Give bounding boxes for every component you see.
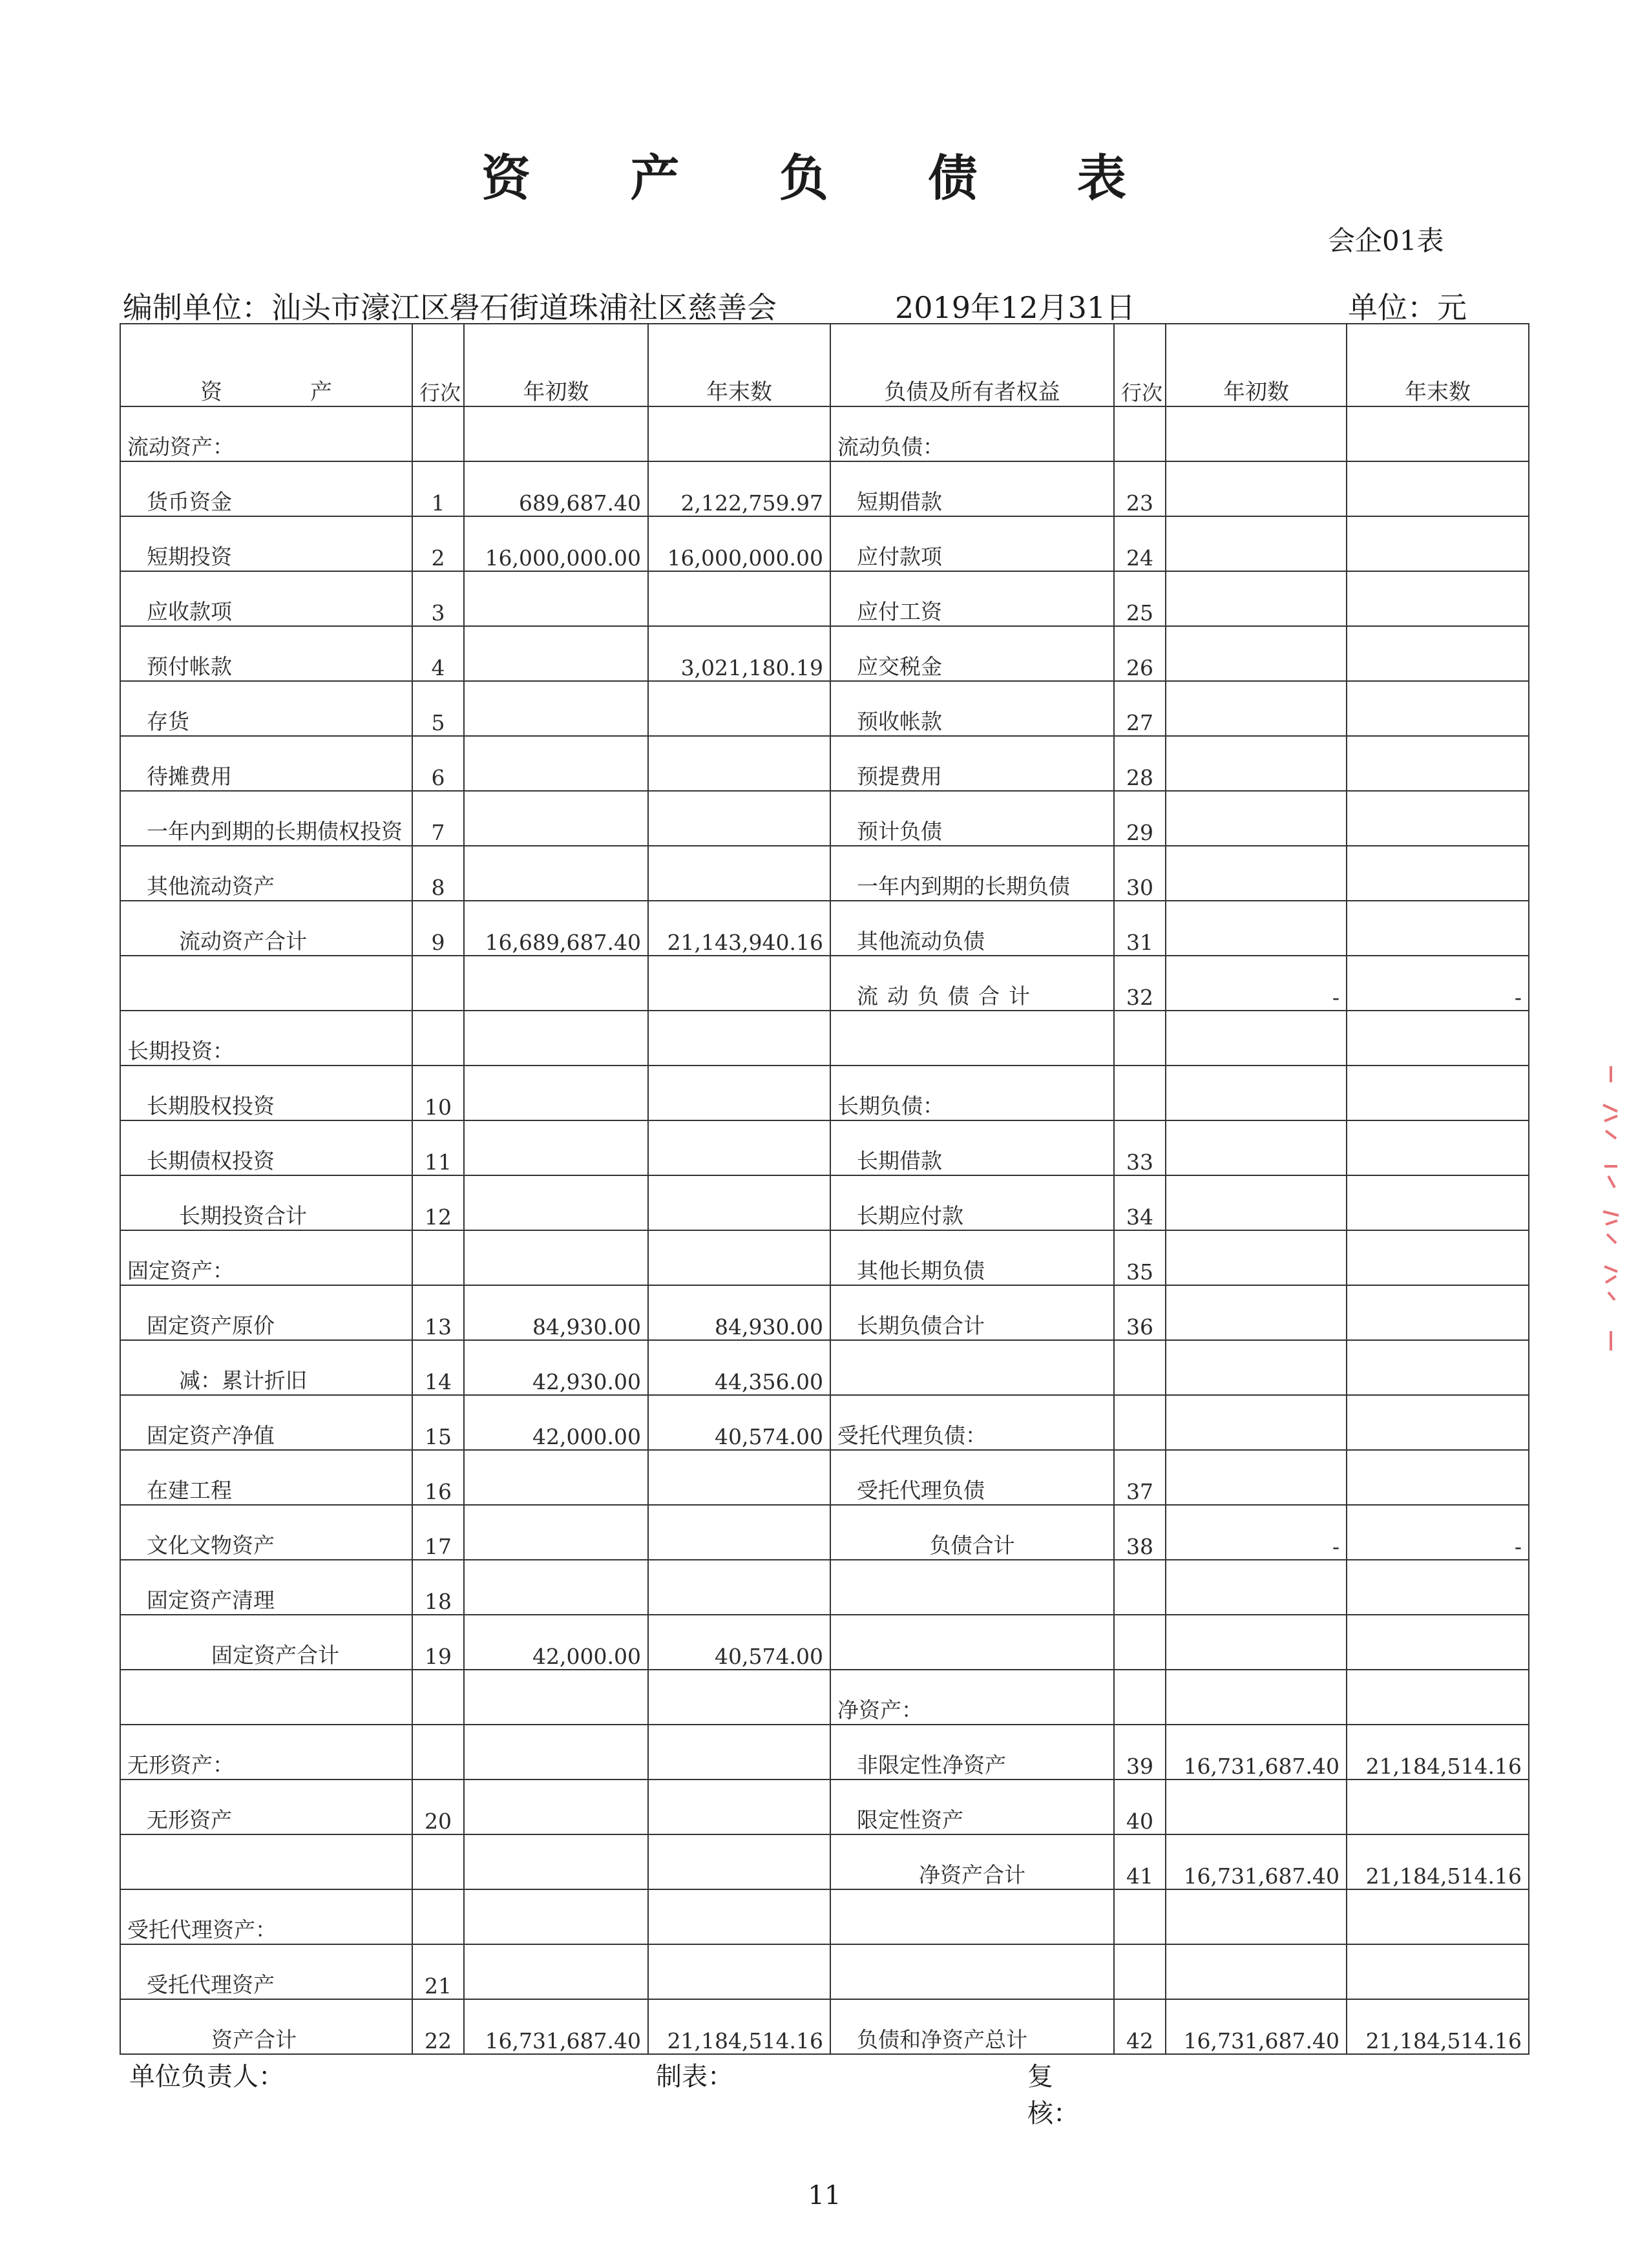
liability-row-no-cell: 33 — [1114, 1120, 1166, 1175]
asset-begin-value-cell: 42,930.00 — [464, 1340, 648, 1395]
asset-end-value-cell: 84,930.00 — [648, 1285, 830, 1340]
liability-name-cell: 长期应付款 — [830, 1175, 1114, 1230]
liability-end-value-cell — [1347, 1450, 1529, 1505]
asset-name-cell: 长期投资： — [120, 1011, 412, 1066]
liability-name-cell: 预收帐款 — [830, 681, 1114, 736]
liability-begin-value-cell: 16,731,687.40 — [1166, 1999, 1347, 2054]
col-header-end: 年末数 — [648, 324, 830, 406]
liability-begin-value-cell — [1166, 1340, 1347, 1395]
liability-row-no-cell: 34 — [1114, 1175, 1166, 1230]
asset-begin-value-cell — [464, 1505, 648, 1560]
asset-begin-value-cell — [464, 681, 648, 736]
asset-name-cell: 减：累计折旧 — [120, 1340, 412, 1395]
asset-name-cell: 流动资产合计 — [120, 901, 412, 956]
liability-begin-value-cell: - — [1166, 1505, 1347, 1560]
asset-name-cell: 无形资产： — [120, 1725, 412, 1780]
liability-end-value-cell — [1347, 1230, 1529, 1285]
form-number: 会企01表 — [1328, 225, 1444, 257]
document-title: 资 产 负 债 表 — [481, 149, 1168, 207]
asset-name-cell: 长期债权投资 — [120, 1120, 412, 1175]
asset-end-value-cell: 21,184,514.16 — [648, 1999, 830, 2054]
table-row — [120, 1285, 1529, 1340]
asset-begin-value-cell — [464, 1944, 648, 1999]
table-row — [120, 736, 1529, 791]
table-row — [120, 1230, 1529, 1285]
asset-name-cell — [120, 956, 412, 1011]
liability-name-cell — [830, 1889, 1114, 1944]
asset-end-value-cell — [648, 1505, 830, 1560]
asset-row-no-cell — [412, 1230, 464, 1285]
table-row — [120, 846, 1529, 901]
liability-begin-value-cell — [1166, 1944, 1347, 1999]
liability-row-no-cell: 36 — [1114, 1285, 1166, 1340]
asset-row-no-cell: 18 — [412, 1560, 464, 1615]
liability-end-value-cell — [1347, 1285, 1529, 1340]
liability-end-value-cell — [1347, 626, 1529, 681]
liability-end-value-cell: - — [1347, 956, 1529, 1011]
liability-end-value-cell — [1347, 516, 1529, 571]
liability-row-no-cell: 42 — [1114, 1999, 1166, 2054]
liability-name-cell: 短期借款 — [830, 461, 1114, 516]
liability-row-no-cell: 28 — [1114, 736, 1166, 791]
balance-sheet-table — [120, 323, 1529, 2055]
asset-end-value-cell — [648, 1944, 830, 1999]
table-row — [120, 956, 1529, 1011]
liability-end-value-cell — [1347, 736, 1529, 791]
table-row — [120, 1395, 1529, 1450]
liability-row-no-cell: 30 — [1114, 846, 1166, 901]
liability-row-no-cell — [1114, 1670, 1166, 1725]
liability-end-value-cell — [1347, 1560, 1529, 1615]
table-row — [120, 406, 1529, 461]
table-row — [120, 1944, 1529, 1999]
liability-end-value-cell — [1347, 461, 1529, 516]
asset-row-no-cell: 3 — [412, 571, 464, 626]
liability-name-cell: 预计负债 — [830, 791, 1114, 846]
liability-end-value-cell — [1347, 1395, 1529, 1450]
liability-row-no-cell: 23 — [1114, 461, 1166, 516]
liability-end-value-cell — [1347, 1120, 1529, 1175]
asset-end-value-cell — [648, 846, 830, 901]
liability-name-cell: 预提费用 — [830, 736, 1114, 791]
liability-row-no-cell: 40 — [1114, 1780, 1166, 1834]
liability-begin-value-cell — [1166, 1230, 1347, 1285]
liability-name-cell: 受托代理负债： — [830, 1395, 1114, 1450]
table-row — [120, 1120, 1529, 1175]
asset-end-value-cell — [648, 736, 830, 791]
liability-begin-value-cell — [1166, 461, 1347, 516]
liability-end-value-cell — [1347, 1175, 1529, 1230]
table-row — [120, 1066, 1529, 1120]
asset-end-value-cell — [648, 571, 830, 626]
col-header-asset: 资 产 — [120, 324, 412, 406]
liability-begin-value-cell — [1166, 846, 1347, 901]
asset-begin-value-cell — [464, 1450, 648, 1505]
table-row — [120, 571, 1529, 626]
asset-end-value-cell — [648, 791, 830, 846]
asset-row-no-cell: 9 — [412, 901, 464, 956]
liability-begin-value-cell — [1166, 681, 1347, 736]
asset-name-cell: 一年内到期的长期债权投资 — [120, 791, 412, 846]
liability-name-cell — [830, 1340, 1114, 1395]
liability-begin-value-cell: 16,731,687.40 — [1166, 1834, 1347, 1889]
asset-begin-value-cell — [464, 571, 648, 626]
asset-row-no-cell: 10 — [412, 1066, 464, 1120]
table-row — [120, 1889, 1529, 1944]
asset-name-cell: 固定资产： — [120, 1230, 412, 1285]
liability-row-no-cell — [1114, 1011, 1166, 1066]
liability-row-no-cell: 35 — [1114, 1230, 1166, 1285]
asset-name-cell: 固定资产净值 — [120, 1395, 412, 1450]
liability-name-cell: 应交税金 — [830, 626, 1114, 681]
liability-end-value-cell — [1347, 1340, 1529, 1395]
liability-end-value-cell: 21,184,514.16 — [1347, 1834, 1529, 1889]
liability-row-no-cell: 38 — [1114, 1505, 1166, 1560]
liability-begin-value-cell — [1166, 1175, 1347, 1230]
asset-begin-value-cell — [464, 626, 648, 681]
liability-row-no-cell: 39 — [1114, 1725, 1166, 1780]
liability-begin-value-cell — [1166, 1285, 1347, 1340]
asset-end-value-cell — [648, 681, 830, 736]
col-header-row-no-2: 行次 — [1114, 324, 1166, 406]
liability-name-cell: 应付工资 — [830, 571, 1114, 626]
liability-row-no-cell: 26 — [1114, 626, 1166, 681]
liability-row-no-cell — [1114, 1944, 1166, 1999]
liability-end-value-cell: 21,184,514.16 — [1347, 1725, 1529, 1780]
asset-begin-value-cell — [464, 956, 648, 1011]
liability-end-value-cell — [1347, 1780, 1529, 1834]
liability-name-cell: 其他流动负债 — [830, 901, 1114, 956]
asset-name-cell: 固定资产清理 — [120, 1560, 412, 1615]
asset-begin-value-cell: 16,731,687.40 — [464, 1999, 648, 2054]
asset-begin-value-cell — [464, 1780, 648, 1834]
liability-end-value-cell — [1347, 1011, 1529, 1066]
liability-row-no-cell — [1114, 1615, 1166, 1670]
asset-row-no-cell: 7 — [412, 791, 464, 846]
asset-row-no-cell: 13 — [412, 1285, 464, 1340]
liability-row-no-cell — [1114, 1066, 1166, 1120]
asset-row-no-cell: 2 — [412, 516, 464, 571]
asset-end-value-cell: 40,574.00 — [648, 1395, 830, 1450]
liability-end-value-cell — [1347, 571, 1529, 626]
asset-end-value-cell — [648, 1889, 830, 1944]
liability-row-no-cell: 41 — [1114, 1834, 1166, 1889]
asset-row-no-cell: 11 — [412, 1120, 464, 1175]
asset-row-no-cell — [412, 1889, 464, 1944]
asset-begin-value-cell: 42,000.00 — [464, 1395, 648, 1450]
table-row — [120, 1505, 1529, 1560]
asset-begin-value-cell — [464, 736, 648, 791]
liability-name-cell: 负债和净资产总计 — [830, 1999, 1114, 2054]
liability-end-value-cell — [1347, 791, 1529, 846]
liability-name-cell: 流动负债： — [830, 406, 1114, 461]
table-row — [120, 901, 1529, 956]
table-row — [120, 516, 1529, 571]
liability-row-no-cell: 27 — [1114, 681, 1166, 736]
asset-name-cell: 无形资产 — [120, 1780, 412, 1834]
reporting-entity: 编制单位：汕头市濠江区礐石街道珠浦社区慈善会 — [123, 290, 777, 325]
liability-name-cell: 非限定性净资产 — [830, 1725, 1114, 1780]
asset-name-cell: 货币资金 — [120, 461, 412, 516]
currency-unit: 单位：元 — [1348, 290, 1467, 325]
asset-name-cell: 其他流动资产 — [120, 846, 412, 901]
liability-row-no-cell: 29 — [1114, 791, 1166, 846]
liability-row-no-cell: 32 — [1114, 956, 1166, 1011]
liability-row-no-cell — [1114, 1395, 1166, 1450]
liability-name-cell: 应付款项 — [830, 516, 1114, 571]
table-row — [120, 1011, 1529, 1066]
asset-end-value-cell: 2,122,759.97 — [648, 461, 830, 516]
asset-begin-value-cell — [464, 1889, 648, 1944]
report-date: 2019年12月31日 — [895, 290, 1136, 325]
asset-name-cell: 流动资产： — [120, 406, 412, 461]
table-header-row — [120, 324, 1529, 406]
asset-name-cell: 文化文物资产 — [120, 1505, 412, 1560]
asset-name-cell: 短期投资 — [120, 516, 412, 571]
liability-row-no-cell — [1114, 1340, 1166, 1395]
asset-begin-value-cell — [464, 791, 648, 846]
asset-begin-value-cell — [464, 1230, 648, 1285]
col-header-row-no: 行次 — [412, 324, 464, 406]
liability-end-value-cell — [1347, 1670, 1529, 1725]
liability-begin-value-cell — [1166, 1670, 1347, 1725]
asset-end-value-cell: 3,021,180.19 — [648, 626, 830, 681]
asset-begin-value-cell: 16,000,000.00 — [464, 516, 648, 571]
signature-footer — [129, 2056, 1098, 2128]
page-number: 11 — [808, 2181, 841, 2210]
asset-end-value-cell — [648, 1560, 830, 1615]
liability-begin-value-cell — [1166, 516, 1347, 571]
asset-name-cell: 应收款项 — [120, 571, 412, 626]
liability-name-cell: 负债合计 — [830, 1505, 1114, 1560]
asset-row-no-cell: 6 — [412, 736, 464, 791]
table-row — [120, 1175, 1529, 1230]
asset-end-value-cell: 21,143,940.16 — [648, 901, 830, 956]
preparer-label: 制表： — [656, 2062, 733, 2092]
liability-name-cell — [830, 1011, 1114, 1066]
table-row — [120, 681, 1529, 736]
asset-row-no-cell: 20 — [412, 1780, 464, 1834]
liability-name-cell: 一年内到期的长期负债 — [830, 846, 1114, 901]
asset-row-no-cell: 17 — [412, 1505, 464, 1560]
responsible-person-label: 单位负责人： — [129, 2062, 284, 2092]
asset-begin-value-cell: 42,000.00 — [464, 1615, 648, 1670]
asset-row-no-cell: 22 — [412, 1999, 464, 2054]
asset-begin-value-cell — [464, 1560, 648, 1615]
liability-name-cell — [830, 1615, 1114, 1670]
asset-row-no-cell — [412, 406, 464, 461]
reviewer-label: 复核： — [1027, 2062, 1079, 2128]
liability-begin-value-cell — [1166, 901, 1347, 956]
liability-end-value-cell — [1347, 1615, 1529, 1670]
asset-end-value-cell — [648, 1011, 830, 1066]
asset-end-value-cell — [648, 1230, 830, 1285]
asset-end-value-cell — [648, 1834, 830, 1889]
asset-name-cell: 资产合计 — [120, 1999, 412, 2054]
liability-name-cell: 其他长期负债 — [830, 1230, 1114, 1285]
col-header-end-2: 年末数 — [1347, 324, 1529, 406]
asset-begin-value-cell — [464, 406, 648, 461]
asset-name-cell: 固定资产原价 — [120, 1285, 412, 1340]
table-row — [120, 1780, 1529, 1834]
asset-name-cell: 受托代理资产 — [120, 1944, 412, 1999]
liability-row-no-cell — [1114, 1560, 1166, 1615]
liability-name-cell: 长期负债合计 — [830, 1285, 1114, 1340]
asset-begin-value-cell — [464, 1011, 648, 1066]
asset-begin-value-cell: 84,930.00 — [464, 1285, 648, 1340]
liability-begin-value-cell: - — [1166, 956, 1347, 1011]
liability-begin-value-cell — [1166, 1120, 1347, 1175]
asset-end-value-cell — [648, 1120, 830, 1175]
asset-begin-value-cell — [464, 1725, 648, 1780]
table-row — [120, 461, 1529, 516]
asset-end-value-cell: 40,574.00 — [648, 1615, 830, 1670]
asset-begin-value-cell — [464, 1175, 648, 1230]
table-row — [120, 1725, 1529, 1780]
liability-name-cell: 长期借款 — [830, 1120, 1114, 1175]
asset-end-value-cell: 44,356.00 — [648, 1340, 830, 1395]
liability-begin-value-cell — [1166, 1615, 1347, 1670]
liability-end-value-cell — [1347, 1066, 1529, 1120]
liability-begin-value-cell: 16,731,687.40 — [1166, 1725, 1347, 1780]
liability-name-cell: 净资产合计 — [830, 1834, 1114, 1889]
asset-row-no-cell: 1 — [412, 461, 464, 516]
liability-end-value-cell — [1347, 1944, 1529, 1999]
liability-begin-value-cell — [1166, 736, 1347, 791]
liability-begin-value-cell — [1166, 1450, 1347, 1505]
liability-name-cell: 流动负债合计 — [830, 956, 1114, 1011]
asset-name-cell — [120, 1670, 412, 1725]
asset-name-cell: 待摊费用 — [120, 736, 412, 791]
liability-end-value-cell — [1347, 846, 1529, 901]
asset-end-value-cell — [648, 1780, 830, 1834]
asset-row-no-cell: 14 — [412, 1340, 464, 1395]
liability-name-cell — [830, 1944, 1114, 1999]
asset-name-cell — [120, 1834, 412, 1889]
liability-row-no-cell: 24 — [1114, 516, 1166, 571]
asset-row-no-cell: 5 — [412, 681, 464, 736]
col-header-begin-2: 年初数 — [1166, 324, 1347, 406]
liability-end-value-cell — [1347, 901, 1529, 956]
liability-begin-value-cell — [1166, 1780, 1347, 1834]
asset-end-value-cell — [648, 406, 830, 461]
asset-end-value-cell — [648, 956, 830, 1011]
asset-begin-value-cell: 16,689,687.40 — [464, 901, 648, 956]
report-info — [123, 284, 1467, 323]
liability-row-no-cell: 37 — [1114, 1450, 1166, 1505]
asset-row-no-cell: 15 — [412, 1395, 464, 1450]
asset-name-cell: 存货 — [120, 681, 412, 736]
liability-begin-value-cell — [1166, 1889, 1347, 1944]
liability-row-no-cell: 31 — [1114, 901, 1166, 956]
liability-name-cell: 限定性资产 — [830, 1780, 1114, 1834]
asset-begin-value-cell — [464, 1834, 648, 1889]
liability-begin-value-cell — [1166, 626, 1347, 681]
seal-stamp-fragment — [1599, 1060, 1623, 1363]
table-row — [120, 626, 1529, 681]
asset-name-cell: 在建工程 — [120, 1450, 412, 1505]
asset-end-value-cell — [648, 1450, 830, 1505]
asset-row-no-cell — [412, 1834, 464, 1889]
asset-name-cell: 长期投资合计 — [120, 1175, 412, 1230]
liability-begin-value-cell — [1166, 791, 1347, 846]
asset-name-cell: 预付帐款 — [120, 626, 412, 681]
asset-name-cell: 固定资产合计 — [120, 1615, 412, 1670]
liability-end-value-cell — [1347, 1889, 1529, 1944]
liability-begin-value-cell — [1166, 1011, 1347, 1066]
asset-end-value-cell — [648, 1670, 830, 1725]
asset-row-no-cell: 4 — [412, 626, 464, 681]
liability-end-value-cell — [1347, 681, 1529, 736]
asset-row-no-cell: 21 — [412, 1944, 464, 1999]
liability-name-cell: 净资产： — [830, 1670, 1114, 1725]
table-row — [120, 1615, 1529, 1670]
table-row — [120, 1340, 1529, 1395]
liability-row-no-cell: 25 — [1114, 571, 1166, 626]
liability-begin-value-cell — [1166, 406, 1347, 461]
asset-begin-value-cell: 689,687.40 — [464, 461, 648, 516]
asset-end-value-cell: 16,000,000.00 — [648, 516, 830, 571]
table-row — [120, 791, 1529, 846]
asset-begin-value-cell — [464, 1670, 648, 1725]
asset-row-no-cell: 16 — [412, 1450, 464, 1505]
asset-row-no-cell: 8 — [412, 846, 464, 901]
liability-row-no-cell — [1114, 406, 1166, 461]
liability-name-cell — [830, 1560, 1114, 1615]
asset-row-no-cell — [412, 1725, 464, 1780]
liability-begin-value-cell — [1166, 1395, 1347, 1450]
liability-row-no-cell — [1114, 1889, 1166, 1944]
col-header-liability: 负债及所有者权益 — [830, 324, 1114, 406]
asset-row-no-cell — [412, 956, 464, 1011]
asset-row-no-cell — [412, 1670, 464, 1725]
liability-begin-value-cell — [1166, 1066, 1347, 1120]
liability-end-value-cell — [1347, 406, 1529, 461]
asset-row-no-cell: 19 — [412, 1615, 464, 1670]
asset-row-no-cell: 12 — [412, 1175, 464, 1230]
asset-begin-value-cell — [464, 846, 648, 901]
asset-end-value-cell — [648, 1725, 830, 1780]
liability-begin-value-cell — [1166, 1560, 1347, 1615]
liability-name-cell: 受托代理负债 — [830, 1450, 1114, 1505]
col-header-begin: 年初数 — [464, 324, 648, 406]
liability-name-cell: 长期负债： — [830, 1066, 1114, 1120]
liability-end-value-cell: - — [1347, 1505, 1529, 1560]
asset-begin-value-cell — [464, 1066, 648, 1120]
table-row — [120, 1834, 1529, 1889]
table-row — [120, 1999, 1529, 2054]
asset-begin-value-cell — [464, 1120, 648, 1175]
asset-end-value-cell — [648, 1066, 830, 1120]
liability-end-value-cell: 21,184,514.16 — [1347, 1999, 1529, 2054]
table-row — [120, 1670, 1529, 1725]
asset-row-no-cell — [412, 1011, 464, 1066]
asset-name-cell: 长期股权投资 — [120, 1066, 412, 1120]
table-row — [120, 1450, 1529, 1505]
asset-name-cell: 受托代理资产： — [120, 1889, 412, 1944]
table-row — [120, 1560, 1529, 1615]
liability-begin-value-cell — [1166, 571, 1347, 626]
asset-end-value-cell — [648, 1175, 830, 1230]
